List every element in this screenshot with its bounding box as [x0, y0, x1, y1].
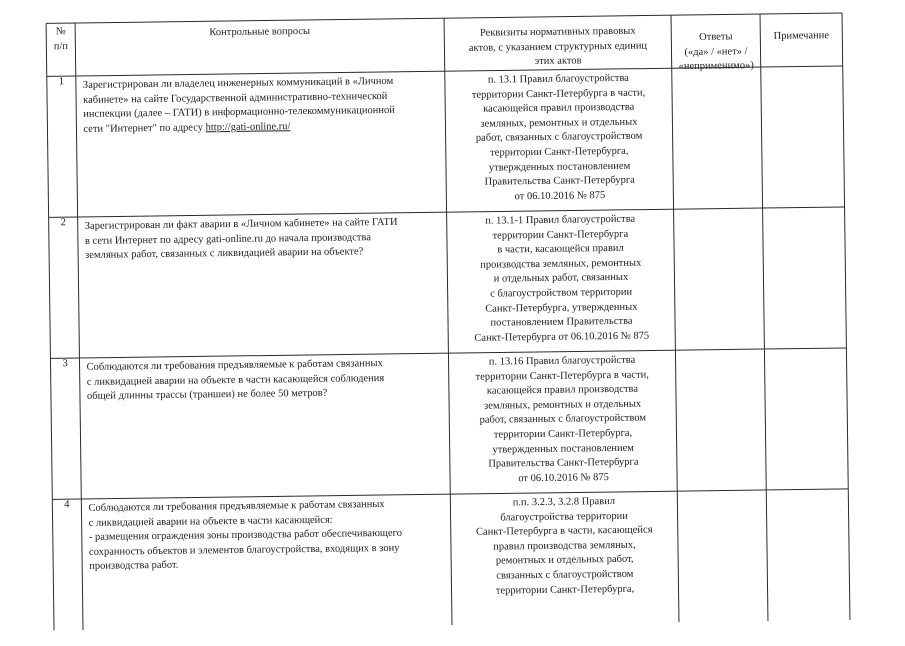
header-requisites-line: актов, с указанием структурных единиц	[468, 40, 648, 54]
question-line: с ликвидацией аварии на объекте в части касающейся соблюдения	[86, 372, 385, 388]
requisites-line: связанных с благоустройством	[496, 568, 634, 582]
question-line: кабинете» на сайте Государственной административно-технической	[83, 90, 388, 106]
requisites-line: постановлением Правительства	[490, 315, 633, 329]
requisites-line: утвержденных постановлением	[492, 442, 634, 456]
requisites-line: территории Санкт-Петербурга,	[495, 583, 635, 597]
header-note: Примечание	[773, 30, 830, 42]
requisites-line: утвержденных постановлением	[488, 160, 631, 174]
requisites-line: в части, касающейся правил	[497, 243, 624, 256]
gati-online-link[interactable]: http://gati-online.ru/	[205, 120, 291, 134]
requisites-line: касающейся правил производства	[486, 383, 639, 397]
row-question	[87, 356, 448, 404]
row-question	[88, 497, 449, 575]
row-requisites	[448, 353, 677, 487]
requisites-line: благоустройства территории	[500, 510, 628, 524]
header-answers-line: Ответы	[699, 31, 733, 43]
question-line: сохранность объектов и элементов благоустройства, входящих в зону	[88, 542, 400, 558]
requisites-line: территории Санкт-Петербурга в части,	[475, 369, 649, 383]
header-questions: Контрольные вопросы	[209, 25, 311, 39]
question-line: земляных работ, связанных с ликвидацией аварии на объекте?	[85, 246, 364, 262]
requisites-line: от 06.10.2016 № 875	[514, 189, 606, 203]
requisites-line: территории Санкт-Петербурга в части,	[471, 87, 646, 101]
requisites-line: и отдельных работ, связанных	[493, 272, 629, 285]
question-line: - размещения ограждения зоны производства работ обеспечивающего	[88, 527, 403, 544]
requisites-line: работ, связанных с благоустройством	[479, 412, 647, 427]
row-question	[83, 74, 444, 137]
requisites-line: п.п. 3.2.3, 3.2.8 Правил	[512, 495, 616, 509]
requisites-line: земляных, ремонтных и отдельных	[480, 116, 638, 130]
question-line: в сети Интернет по адресу gati-online.ru до начала производства	[84, 231, 372, 247]
row-number: 2	[60, 217, 66, 229]
requisites-line: территории Санкт-Петербурга	[492, 228, 629, 242]
requisites-line: Санкт-Петербурга в части, касающейся	[475, 524, 653, 538]
question-line: Соблюдаются ли требования предъявляемые к работам связанных	[88, 499, 385, 514]
requisites-line: п. 13.1 Правил благоустройства	[487, 72, 630, 86]
requisites-line: ремонтных и отдельных работ,	[495, 554, 634, 567]
row-requisites	[445, 71, 674, 205]
header-answers	[671, 30, 761, 75]
requisites-line: работ, связанных с благоустройством	[475, 130, 643, 145]
question-line: инспекции (далее – ГАТИ) в информационно-телекоммуникационной	[83, 105, 395, 121]
question-line: Соблюдаются ли требования предъявляемые к работам связанных	[86, 358, 383, 373]
question-text: сети "Интернет" по адресу	[83, 122, 206, 135]
requisites-line: производства земляных, ремонтных	[480, 257, 642, 271]
requisites-line: земляных, ремонтных и отдельных	[484, 398, 642, 412]
question-line: производства работ.	[89, 560, 179, 573]
header-num-line: п/п	[53, 40, 69, 52]
header-answers-line: «неприменимо»)	[678, 60, 754, 73]
question-line: Зарегистрирован ли владелец инженерных коммуникаций в «Личном	[82, 75, 394, 91]
header-requisites-line: этих актов	[534, 55, 582, 68]
requisites-line: п. 13.1-1 Правил благоустройства	[485, 213, 636, 227]
question-line: с ликвидацией аварии на объекте в части касающейся:	[88, 514, 333, 529]
requisites-line: п. 13.16 Правил благоустройства	[488, 354, 636, 368]
requisites-line: территории Санкт-Петербурга,	[490, 145, 629, 159]
row-requisites	[447, 212, 676, 346]
requisites-line: территории Санкт-Петербурга,	[493, 427, 633, 441]
requisites-line: с благоустройством территории	[490, 286, 633, 300]
requisites-line: Санкт-Петербурга от 06.10.2016 № 875	[474, 330, 650, 344]
row-question	[85, 215, 446, 263]
question-line: общей длинны трассы (траншеи) не более 50 метров?	[86, 387, 328, 403]
requisites-line: Правительства Санкт-Петербурга	[488, 456, 639, 470]
header-num-line: №	[55, 26, 66, 38]
requisites-line: от 06.10.2016 № 875	[518, 471, 609, 485]
requisites-line: касающейся правил производства	[483, 101, 635, 115]
requisites-line: Правительства Санкт-Петербурга	[484, 174, 635, 188]
row-number: 3	[62, 358, 68, 370]
row-number: 4	[64, 499, 70, 511]
header-num	[46, 25, 75, 55]
header-requisites	[444, 24, 672, 71]
requisites-line: правил производства земляных,	[493, 539, 636, 553]
row-requisites	[450, 494, 678, 599]
header-requisites-line: Реквизиты нормативных правовых	[479, 25, 636, 39]
header-answers-line: («да» / «нет» /	[684, 45, 748, 58]
requisites-line: Санкт-Петербурга, утвержденных	[485, 301, 638, 315]
question-line: Зарегистрирован ли факт аварии в «Личном кабинете» на сайте ГАТИ	[84, 216, 398, 232]
row-number: 1	[58, 76, 65, 88]
